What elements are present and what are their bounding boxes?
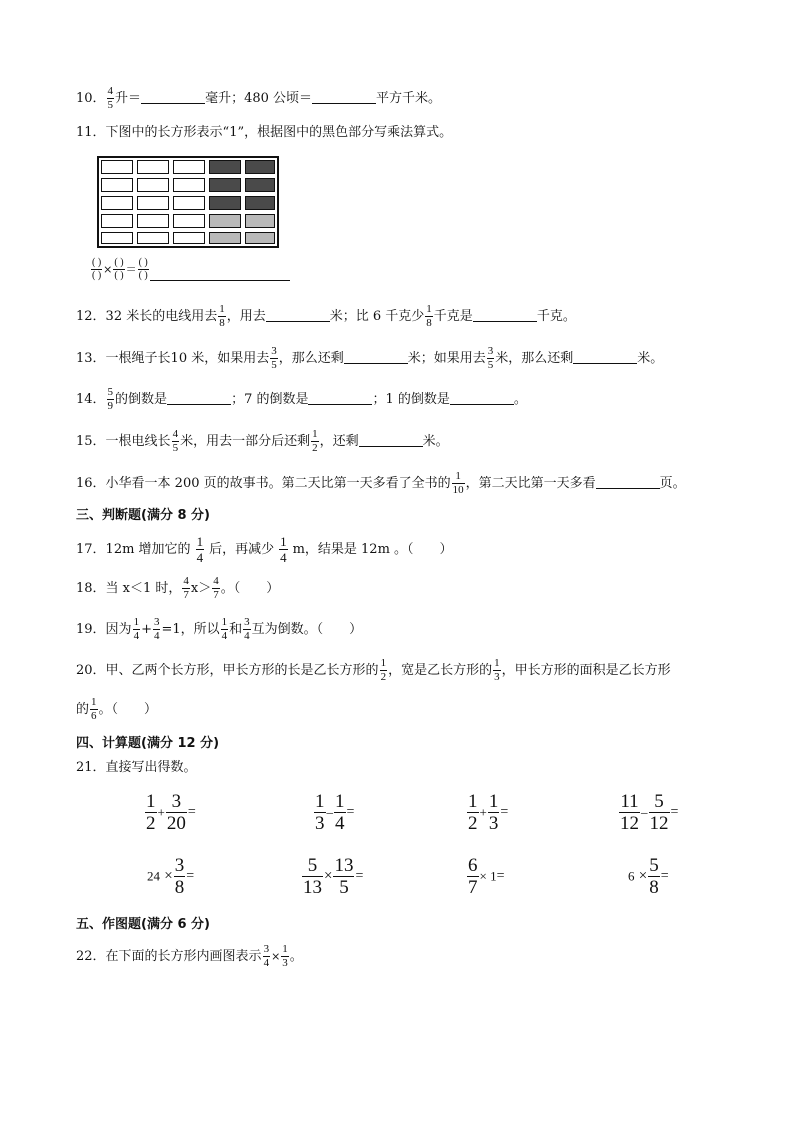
question-20-cont: 的 $\frac{1}{6}$ 。（ ）: [76, 696, 158, 722]
section-header: 五、作图题(满分 6 分): [76, 917, 210, 932]
question-number: 13．: [76, 351, 106, 366]
grid-cell: [209, 160, 241, 174]
grid-cell: [209, 178, 241, 192]
question-10: 10． $\frac{4}{5}$ 升＝ 毫升；480 公顷＝ 平方千米。: [76, 85, 442, 111]
grid-cell: [173, 232, 205, 244]
question-number: 22．: [76, 949, 106, 964]
question-19: 19．因为 $\frac{1}{4}$ + $\frac{3}{4}$ =1，所以 $\frac{1}{4}$ 和 $\frac{3}{4}$ 互为倒数。（ ）: [76, 616, 363, 642]
question-number: 10．: [76, 91, 106, 106]
fraction: $\frac{1}{3}$: [494, 657, 500, 683]
answer-blank[interactable]: [308, 390, 372, 405]
fraction: $\frac{1}{2}$: [380, 657, 387, 683]
grid-cell: [101, 214, 133, 228]
grid-cell: [245, 178, 275, 192]
fraction: $\frac{1}{8}$: [426, 303, 432, 329]
section-header: 三、判断题(满分 8 分): [76, 508, 210, 523]
question-12: 12．32 米长的电线用去 $\frac{1}{8}$ ，用去 米；比 6 千克少 $\frac{1}{8}$ 千克是 千克。: [76, 303, 576, 329]
fraction: $\frac{1}{8}$: [219, 303, 225, 329]
grid-cell: [137, 160, 169, 174]
question-number: 11．: [76, 125, 106, 140]
grid-cell: [101, 232, 133, 244]
fraction: $\frac{4}{5}$: [172, 428, 179, 454]
fraction: $\frac{3}{5}$: [487, 345, 494, 371]
grid-cell: [101, 160, 133, 174]
fraction: $\frac{1}{3}$: [282, 943, 288, 969]
answer-blank[interactable]: [573, 349, 637, 364]
grid-cell: [209, 232, 241, 244]
q11-answer-formula: $\frac{( )}{( )}$ × $\frac{( )}{( )}$ ＝ $\frac{( )}{( )}$: [90, 258, 290, 281]
grid-cell: [209, 196, 241, 210]
answer-blank[interactable]: [312, 89, 376, 104]
calc-item: $\frac{5}{13}$ × $\frac{13}{5}$ =: [303, 855, 364, 898]
fraction: $\frac{3}{5}$: [271, 345, 277, 371]
grid-cell: [137, 196, 169, 210]
question-number: 17．: [76, 542, 106, 557]
grid-cell: [245, 196, 275, 210]
question-number: 15．: [76, 434, 106, 449]
grid-cell: [173, 214, 205, 228]
question-21: [76, 759, 197, 777]
grid-cell: [245, 232, 275, 244]
fraction: $\frac{4}{7}$: [213, 575, 219, 601]
grid-cell: [101, 196, 133, 210]
answer-blank[interactable]: [450, 390, 514, 405]
question-text: 下图中的长方形表示“1”，根据图中的黑色部分写乘法算式。: [105, 125, 453, 140]
calc-item: $\frac{1}{2}$ + $\frac{1}{3}$ =: [468, 791, 509, 834]
grid-cell: [173, 196, 205, 210]
question-number: 16．: [76, 476, 106, 491]
grid-cell: [137, 232, 169, 244]
fraction: $\frac{1}{4}$: [280, 534, 287, 565]
fraction: $\frac{1}{2}$: [312, 428, 318, 454]
grid-cell: [173, 178, 205, 192]
question-number: 20．: [76, 663, 106, 678]
grid-cell: [173, 160, 205, 174]
question-number: 12．: [76, 309, 106, 324]
question-number: 18．: [76, 581, 106, 596]
question-15: 15．一根电线长 $\frac{4}{5}$ 米，用去一部分后还剩 $\frac{1}{2}$ ，还剩 米。: [76, 428, 449, 454]
fraction: $\frac{3}{4}$: [244, 616, 250, 642]
grid-cell: [137, 178, 169, 192]
fraction: $\frac{3}{4}$: [263, 943, 270, 969]
question-11: [76, 124, 452, 142]
fraction-grid-diagram: [97, 156, 279, 248]
fraction: $\frac{5}{9}$: [107, 386, 114, 412]
calc-item: $\frac{11}{12}$ – $\frac{5}{12}$ =: [620, 791, 679, 834]
fraction-placeholder[interactable]: $\frac{( )}{( )}$: [114, 257, 124, 281]
fraction-placeholder[interactable]: $\frac{( )}{( )}$: [138, 257, 148, 281]
fraction-placeholder[interactable]: $\frac{( )}{( )}$: [92, 257, 102, 281]
question-16: 16．小华看一本 200 页的故事书。第二天比第一天多看了全书的 $\frac{1}{10}$ ，第二天比第一天多看 页。: [76, 470, 686, 496]
answer-blank[interactable]: [150, 266, 290, 281]
fraction: $\frac{1}{4}$: [196, 534, 204, 565]
fraction: $\frac{4}{5}$: [107, 85, 114, 111]
answer-blank[interactable]: [141, 89, 205, 104]
question-number: 21．: [76, 760, 106, 775]
answer-blank[interactable]: [167, 390, 231, 405]
question-20: 20．甲、乙两个长方形，甲长方形的长是乙长方形的 $\frac{1}{2}$ ，宽是乙长方形的 $\frac{1}{3}$ ，甲长方形的面积是乙长方形: [76, 657, 671, 683]
answer-blank[interactable]: [596, 474, 660, 489]
calc-item: $\frac{1}{2}$ + $\frac{3}{20}$ =: [146, 791, 196, 834]
question-18: 18．当 x＜1 时， $\frac{4}{7}$ x＞ $\frac{4}{7}$ 。（ ）: [76, 575, 280, 601]
question-17: 17．12m 增加它的 $\frac{1}{4}$ 后，再减少 $\frac{1}{4}$ m，结果是 12m 。（ ）: [76, 534, 453, 565]
grid-cell: [245, 160, 275, 174]
fraction: $\frac{3}{4}$: [153, 616, 160, 642]
question-number: 19．: [76, 622, 106, 637]
grid-cell: [245, 214, 275, 228]
grid-cell: [137, 214, 169, 228]
section-header: 四、计算题(满分 12 分): [76, 736, 220, 751]
calc-item: 24 × $\frac{3}{8}$ =: [147, 855, 195, 898]
calc-item: 6 × $\frac{5}{8}$ =: [628, 855, 669, 898]
answer-blank[interactable]: [344, 349, 408, 364]
fraction: $\frac{1}{6}$: [91, 696, 97, 722]
question-number: 14．: [76, 392, 106, 407]
grid-cell: [209, 214, 241, 228]
answer-blank[interactable]: [359, 432, 423, 447]
grid-cell: [101, 178, 133, 192]
fraction: $\frac{1}{4}$: [221, 616, 228, 642]
question-13: 13．一根绳子长10 米，如果用去 $\frac{3}{5}$ ，那么还剩 米；如果用去 $\frac{3}{5}$ 米，那么还剩 米。: [76, 345, 664, 371]
fraction: $\frac{4}{7}$: [183, 575, 189, 601]
question-14: 14． $\frac{5}{9}$ 的倒数是 ；7 的倒数是 ；1 的倒数是 。: [76, 386, 527, 412]
fraction: $\frac{1}{10}$: [452, 470, 464, 496]
question-text: 直接写出得数。: [105, 760, 197, 775]
fraction: $\frac{1}{4}$: [133, 616, 140, 642]
calc-item: $\frac{1}{3}$ – $\frac{1}{4}$ =: [315, 791, 355, 834]
answer-blank[interactable]: [266, 307, 330, 322]
answer-blank[interactable]: [473, 307, 537, 322]
question-22: 22．在下面的长方形内画图表示 $\frac{3}{4}$ × $\frac{1}{3}$ 。: [76, 943, 303, 969]
calc-item: $\frac{6}{7}$ × 1=: [468, 855, 505, 898]
